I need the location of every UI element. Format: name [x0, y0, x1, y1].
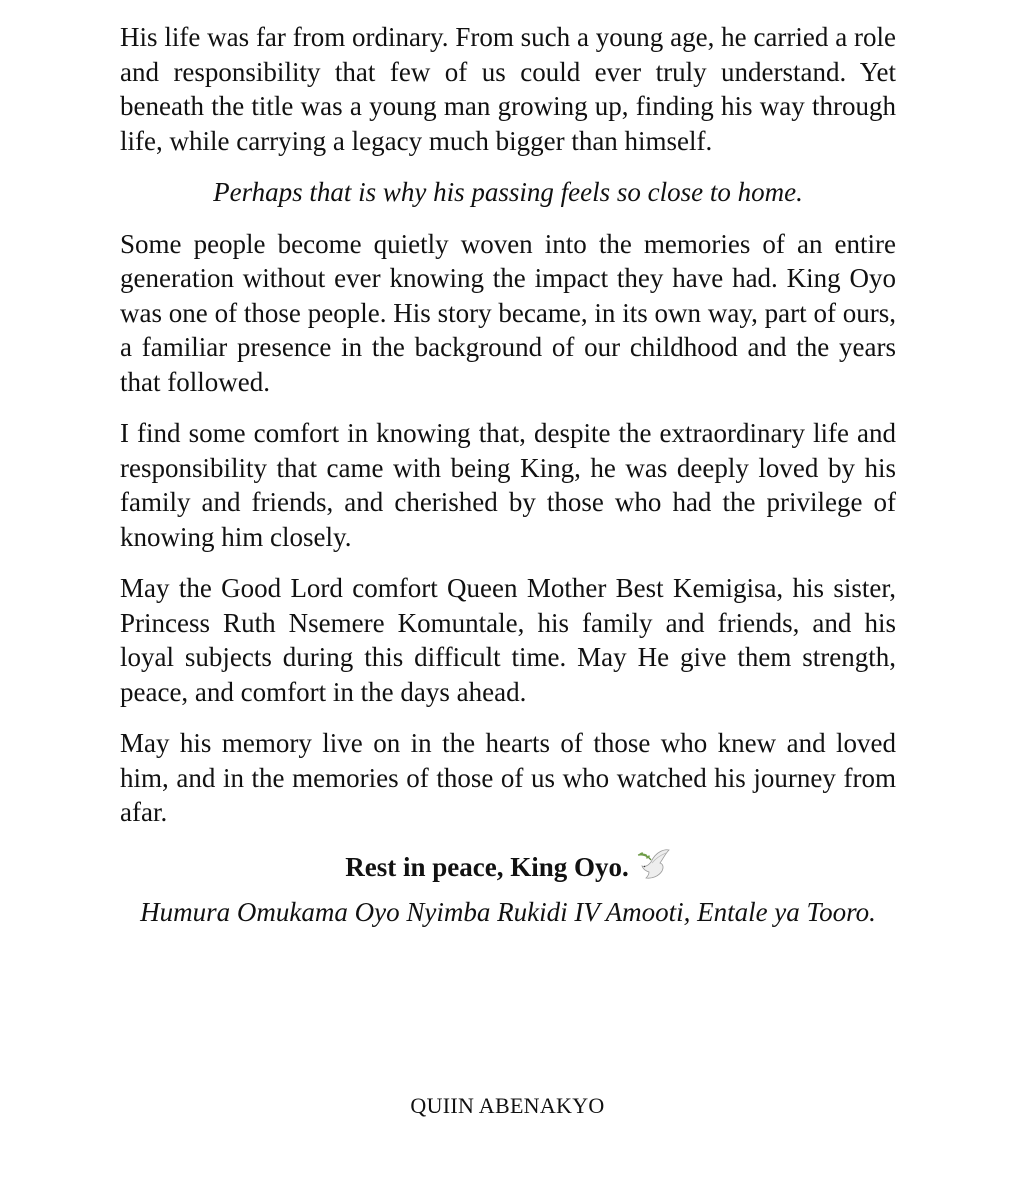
- paragraph-comfort: I find some comfort in knowing that, despite the extraordinary life and responsibility that came with being King, he was deeply loved by his family and friends, and cherished by those who had the privilege of knowing him closely.: [120, 418, 896, 552]
- paragraph-prayer: May the Good Lord comfort Queen Mother Best Kemigisa, his sister, Princess Ruth Nsemere Komuntale, his family and friends, and his loyal subjects during this difficult time. May He give them strength, peace, and comfort in the days ahead.: [120, 573, 896, 707]
- pull-quote: Perhaps that is why his passing feels so close to home.: [213, 177, 803, 207]
- letter-body: [120, 20, 896, 929]
- farewell-line: [120, 847, 896, 887]
- dove-icon: [635, 847, 671, 883]
- farewell-text: Rest in peace, King Oyo.: [345, 851, 629, 882]
- paragraph-memory: May his memory live on in the hearts of those who knew and loved him, and in the memories of those of us who watched his journey from afar.: [120, 728, 896, 827]
- paragraph-generation: Some people become quietly woven into the memories of an entire generation without ever knowing the impact they have had. King Oyo was one of those people. His story became, in its own way, part of ours, a familiar presence in the background of our childhood and the years that followed.: [120, 228, 896, 397]
- author-signature: QUIIN ABENAKYO: [410, 1093, 605, 1118]
- paragraph-life: His life was far from ordinary. From such a young age, he carried a role and responsibility that few of us could ever truly understand. Yet beneath the title was a young man growing up, finding his way through life, while carrying a legacy much bigger than himself.: [120, 22, 896, 156]
- salutation: Humura Omukama Oyo Nyimba Rukidi IV Amooti, Entale ya Tooro.: [140, 896, 876, 927]
